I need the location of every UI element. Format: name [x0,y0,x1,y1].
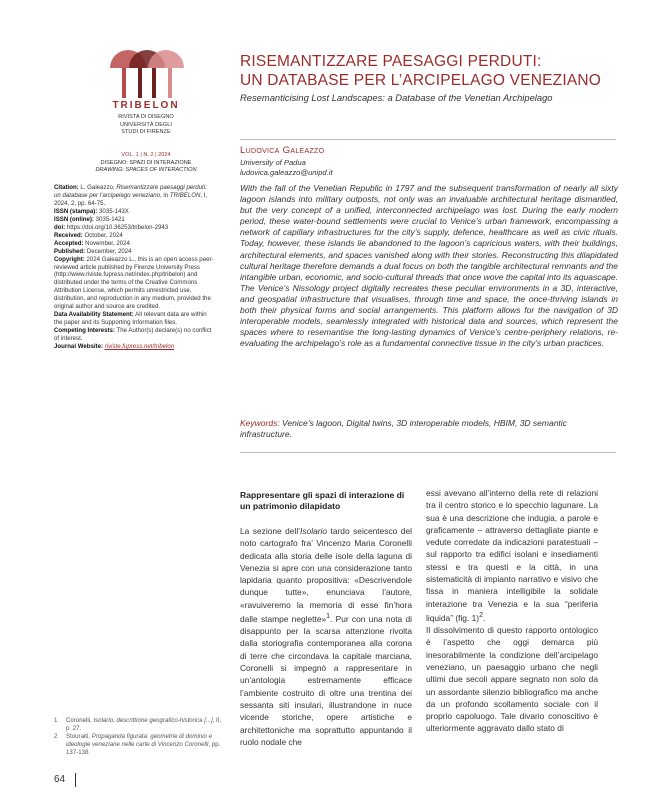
published [54,248,214,256]
copyright-label: Copyright: [54,255,85,263]
competing-interests-label: Competing Interests: [54,327,115,335]
body-text: tardo seicentesco del noto cartografo fra’ Vincenzo Maria Coronelli dedicata alla storia delle isole della laguna di Venezia si apre con una considerazione tanto lapidaria quanto propositiva: «Descrivendole dunque tutte», enunciava l’autore, «ravuiveremo la memoria di esse fin’hora dalle stampe neglette» [240,526,412,624]
footnote-ref[interactable]: 2 [479,611,483,619]
footnote-number: 1 [54,717,58,724]
affiliation: University of Padua [240,158,306,167]
received-value: October, 2024 [82,231,123,239]
competing-interests [54,327,214,343]
competing-interests-text: The Author(s) declare(s) no conflict of interest. [54,327,212,343]
footnote-title: Isolario, descrittione geografico-historica [...] [93,717,213,724]
doi [54,224,214,232]
journal-name: TRIBELON [112,100,180,111]
author-name: Ludovica Galeazzo [240,145,325,156]
section-heading: Rappresentare gli spazi di interazione di un patrimonio dilapidato [240,490,405,511]
data-availability-label: Data Availability Statement: [54,311,134,319]
data-availability-text: All relevant data are within the paper and its Supporting Information files. [54,311,207,327]
article-metadata [54,184,214,351]
body-text: La sezione dell’ [240,526,301,536]
footnote-number: 2 [54,733,58,740]
body-text: . Pur con una nota di disappunto per la scarsa attenzione rivolta dalla storiografia contemporanea alla corona di terre che circondava la capitale marciana, Coronelli si impegnò a rappresentare in un’antologia estremamente efficace l’ambiente costruito di oltre una trentina dei sessanta siti insulari, illustrandone in nuce vicende storiche, opere artistiche e architettoniche ma soprattutto appuntando il ruolo nodale che [240,613,412,747]
body-text: . [482,612,486,623]
citation-pages: , I, 2024, 2, pp. 64-75. [54,191,208,207]
citation-in: , in [160,191,170,199]
footnote-pages: , II, p. 27. [66,717,222,732]
issn-online-label: ISSN (online): [54,215,94,223]
body-column-right [426,487,598,735]
accepted-label: Accepted: [54,239,84,247]
author-email: ludovica.galeazzo@unipd.it [240,168,333,177]
journal-subtitle-line: RIVISTA DI DISEGNO [118,114,174,120]
issn-print-label: ISSN (stampa): [54,207,98,215]
journal-website-label: Journal Website: [54,343,103,351]
footnote [54,717,226,733]
doi-label: doi: [54,223,66,231]
issue-theme-en: DRAWING: SPACES OF INTERACTION [95,167,197,173]
copyright-text: 2024 Galeazzo L., this is an open access peer-reviewed article published by Firenze University Press (http://www.riviste.fupress.net/index.php/tribelon) and distributed under the terms of the Creative Commons Attribution License, which permits unrestricted use, distribution, and reproduction in any medium, provided the original author and source are credited. [54,255,214,311]
citation [54,184,214,208]
published-label: Published: [54,247,86,255]
body-text-italic: Isolario [300,526,328,536]
copyright [54,256,214,312]
article-subtitle: Resemanticising Lost Landscapes: a Database of the Venetian Archipelago [240,92,553,103]
citation-label: Citation: [54,184,79,191]
article-title-line: RISEMANTIZZARE PAESAGGI PERDUTI: [240,53,542,70]
journal-subtitle-line: UNIVERSITÀ DEGLI [120,121,172,128]
issn-online-value: 3035-1421 [93,215,125,223]
data-availability [54,311,214,327]
journal-website [54,343,214,351]
issn-print-value: 3035-143X [97,207,129,215]
citation-author: L. Galeazzo, [78,184,117,191]
page-number-bar [75,773,76,787]
footnote-ref[interactable]: 1 [326,613,331,621]
journal-subtitle-line: STUDI DI FIRENZE [121,129,171,135]
article-title [240,52,620,90]
keywords [240,418,618,440]
page-number: 64 [54,774,66,785]
footnote-author: Stouraiti, [66,733,92,740]
published-value: December, 2024 [85,247,132,255]
accepted-value: November, 2024 [83,239,130,247]
issn-online [54,216,214,224]
volume-number: VOL. 1 | N. 2 | 2024 [121,152,171,158]
article-title-line: UN DATABASE PER L’ARCIPELAGO VENEZIANO [240,72,602,89]
abstract-divider [240,452,616,453]
body-text: essi avevano all’interno della rete di relazioni tra il centro storico e lo specchio lagunare. La sua è una descrizione che indugia, a parole e graficamente – attraverso dettagliate piante e vedute corredate da indicazioni paratestuali – sul rapporto tra edifici isolani e insediamenti stessi e tra questi e la città, in una sistematicità di impianto narrativo e visivo che fissa in maniera intelligibile la solidale interazione tra Venezia e la sua “periferia liquida” (fig. 1) [426,488,598,623]
received-label: Received: [54,231,83,239]
issue-theme-it: DISEGNO: SPAZI DI INTERAZIONE [100,159,192,166]
tribelon-logo [108,48,186,100]
abstract: With the fall of the Venetian Republic in 1797 and the subsequent transformation of nearly all sixty lagoon islands into military outposts, not only was an invaluable architectural heritage dismantled, but the very concept of a unified, interconnected archipelago was lost. During the early modern period, these water-bound settlements were crucial to Venice’s urban framework, encompassing a network of capillary infrastructures for the city’s supply, defence, healthcare as well as civic rituals. Today, however, these islands lie abandoned to the lagoon’s capricious waters, with their buildings, architectural elements, and spaces vanished along with their stories. Reconstructing this dilapidated cultural heritage therefore demands a dual focus on both the tangible architectural remnants and the intangible urban, economic, and socio-cultural threads that once wove the capital into its aquascape. The Venice’s Nissology project digitally recreates these peculiar environments in a 3D, interactive, and geospatial infrastructure that visualises, through time and space, the once-thriving islands in both their physical forms and social arrangements. This platform allows for the navigation of 3D interoperable models, seamlessly integrated with historical data and sources, which represent the spaces where to resemantise the long-lasting dynamics of Venice’s centre-periphery relations, re-evaluating the archipelago’s role as a fundamental connective tissue in the city’s urban practices. [240,183,618,349]
author-affiliation-block [240,158,333,178]
accepted [54,240,214,248]
journal-subtitle [80,114,212,137]
keywords-label: Keywords: [240,418,280,428]
citation-journal: TRIBELON [169,191,201,199]
footnote-author: Coronelli, [66,717,94,724]
body-text: Il dissolvimento di questo rapporto ontologico è l’aspetto che oggi demarca più inesorabilmente la condizione dell’arcipelago veneziano, un paesaggio urbano che negli ultimi due secoli appare segnato non solo da un assordante silenzio bibliografico ma anche da un profondo scollamento sociale con il proprio capoluogo. Tale divario conoscitivo è ulteriormente aggravato dallo stato di [426,625,598,734]
issn-print [54,208,214,216]
title-divider [240,139,616,140]
citation-title: Risemantizzare paesaggi perduti: un database per l’arcipelago veneziano [54,184,207,199]
received [54,232,214,240]
footnote [54,733,226,757]
journal-website-link[interactable]: riviste.fupress.net/tribelon [104,343,175,351]
footnote-title: Propaganda figurata: geometrie di dominio e ideologie veneziane nelle carte di Vincenzo Coronelli [66,733,213,748]
body-column-left [240,525,412,748]
footnote-pages: , pp. 137-138. [66,740,221,756]
doi-value: https://doi.org/10.36253/tribelon-2943 [65,223,169,231]
keywords-list: Venice’s lagoon, Digital twins, 3D interoperable models, HBIM, 3D semantic infrastructure. [240,418,567,440]
issue-info [80,152,212,175]
